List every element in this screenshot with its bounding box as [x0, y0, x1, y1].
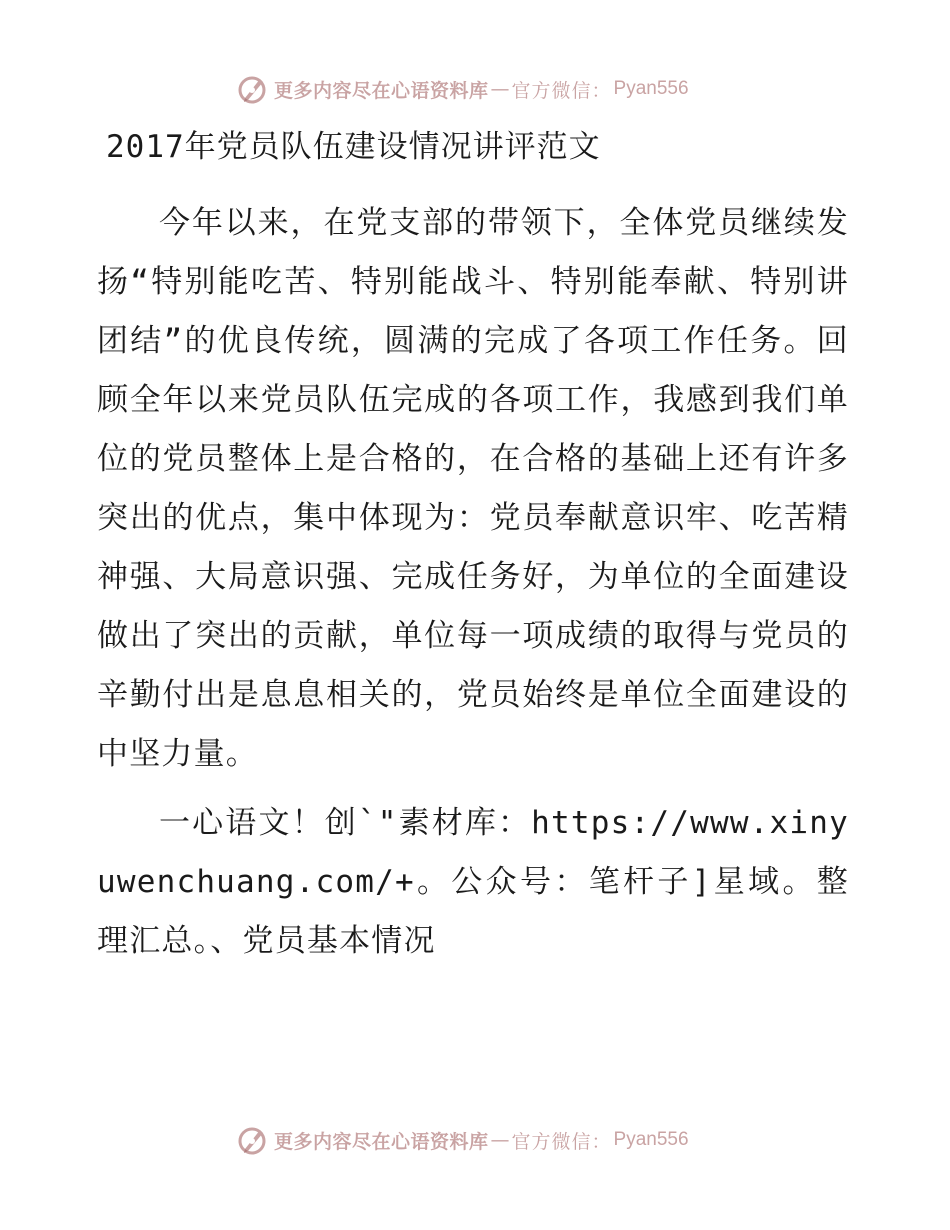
- banner-sub-text: 官方微信：: [511, 1130, 612, 1153]
- banner-dash: —: [490, 1129, 510, 1151]
- pen-circle-logo-icon: [236, 73, 268, 105]
- banner-main-text: 更多内容尽在心语资料库: [274, 79, 489, 102]
- footer-banner: [236, 1123, 689, 1157]
- banner-dash: —: [490, 78, 510, 100]
- banner-wechat-id: Pyan556: [613, 78, 689, 99]
- banner-wechat-id: Pyan556: [613, 1129, 689, 1150]
- paragraph-source: 一心语文！创`"素材库：https://www.xinyuwenchuang.com/+。公众号：笔杆子]星域。整理汇总。、党员基本情况: [97, 805, 849, 959]
- pen-circle-logo-icon: [236, 1124, 268, 1156]
- header-banner: [236, 72, 689, 106]
- banner-sub-text: 官方微信：: [511, 79, 612, 102]
- paragraph-intro: 今年以来，在党支部的带领下，全体党员继续发扬“特别能吃苦、特别能战斗、特别能奉献、特别讲团结”的优良传统，圆满的完成了各项工作任务。回顾全年以来党员队伍完成的各项工作，我感到我们单位的党员整体上是合格的，在合格的基础上还有许多突出的优点，集中体现为：党员奉献意识牢、吃苦精神强、大局意识强、完成任务好，为单位的全面建设做出了突出的贡献，单位每一项成绩的取得与党员的辛勤付出是息息相关的，党员始终是单位全面建设的中坚力量。: [97, 205, 849, 772]
- document-title: 2017年党员队伍建设情况讲评范文: [106, 129, 601, 165]
- banner-main-text: 更多内容尽在心语资料库: [274, 1130, 489, 1153]
